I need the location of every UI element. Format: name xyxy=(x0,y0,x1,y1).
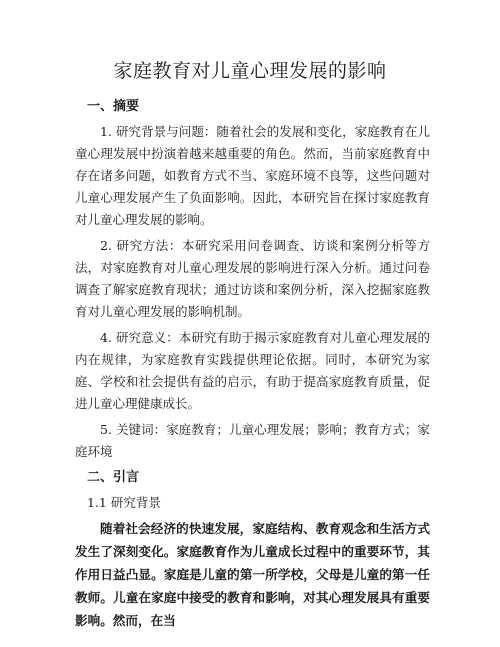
abstract-item-method: 2. 研究方法：本研究采用问卷调查、访谈和案例分析等方法，对家庭教育对儿童心理发展的影响进行深入分析。通过问卷调查了解家庭教育现状；通过访谈和案例分析，深入挖掘家庭教育对儿童心理发展的影响机制。 xyxy=(75,238,430,319)
intro-heading: 二、引言 xyxy=(87,470,140,485)
document-body xyxy=(75,96,430,636)
intro-paragraph: 随着社会经济的快速发展，家庭结构、教育观念和生活方式发生了深刻变化。家庭教育作为儿童成长过程中的重要环节，其作用日益凸显。家庭是儿童的第一所学校，父母是儿童的第一任教师。儿童在家庭中接受的教育和影响，对其心理发展具有重要影响。然而，在当 xyxy=(75,521,430,628)
abstract-item-keywords: 5. 关键词：家庭教育；儿童心理发展；影响；教育方式；家庭环境 xyxy=(75,422,430,459)
intro-subheading: 1.1 研究背景 xyxy=(87,495,161,510)
abstract-item-background: 1. 研究背景与问题：随着社会的发展和变化，家庭教育在儿童心理发展中扮演着越来越重要的角色。然而，当前家庭教育中存在诸多问题，如教育方式不当、家庭环境不良等，这些问题对儿童心理发展产生了负面影响。因此，本研究旨在探讨家庭教育对儿童心理发展的影响。 xyxy=(75,124,430,227)
document-title: 家庭教育对儿童心理发展的影响 xyxy=(113,60,387,82)
abstract-heading: 一、摘要 xyxy=(87,99,140,114)
abstract-item-significance: 4. 研究意义：本研究有助于揭示家庭教育对儿童心理发展的内在规律，为家庭教育实践提供理论依据。同时，本研究为家庭、学校和社会提供有益的启示，有助于提高家庭教育质量，促进儿童心理健康成长。 xyxy=(75,330,430,411)
